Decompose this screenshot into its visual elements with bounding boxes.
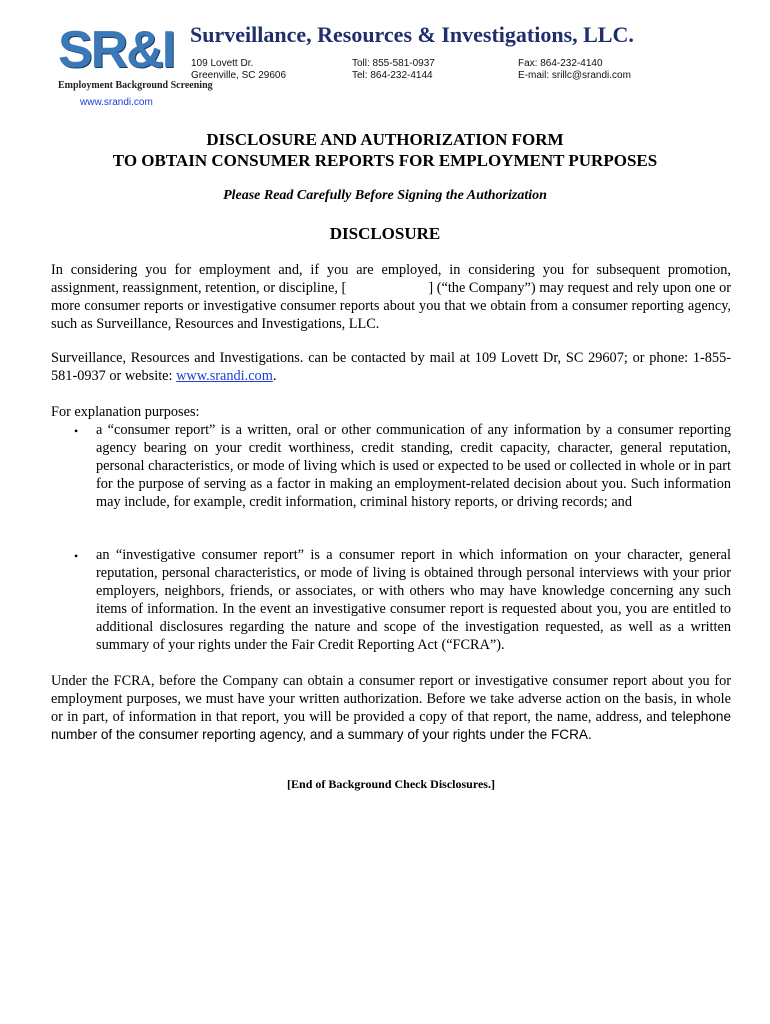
- email-address: E-mail: srillc@srandi.com: [518, 70, 631, 81]
- logo-tagline: Employment Background Screening: [58, 80, 213, 91]
- fax-email-block: [518, 58, 631, 82]
- para1-text-a: In considering you for employment and, if you are employed, in considering you for subsequent promotion, assignment, reassignment, retention, or discipline, [: [51, 262, 731, 296]
- bullet-investigative-report: an “investigative consumer report” is a consumer report in which information on your character, general reputation, personal characteristics, or mode of living is obtained through personal interviews with your prior employers, neighbors, friends, or associates, or with others who may have knowledge concerning any such items of information. In the event an investigative consumer report is requested about you, you are entitled to additional disclosures regarding the nature and scope of the investigation requested, as well as a written summary of your rights under the Fair Credit Reporting Act (“FCRA”).: [96, 547, 731, 653]
- phone-block: [352, 58, 435, 82]
- form-title-line2: TO OBTAIN CONSUMER REPORTS FOR EMPLOYMENT PURPOSES: [112, 151, 658, 170]
- tel-number: Tel: 864-232-4144: [352, 70, 433, 81]
- para2-text-a: Surveillance, Resources and Investigations. can be contacted by mail at 109 Lovett Dr, SC 29607; or phone: 1-855-581-0937 or website:: [51, 350, 731, 384]
- company-logo: [58, 21, 213, 94]
- disclosure-paragraph-2: [51, 349, 731, 385]
- toll-number: Toll: 855-581-0937: [352, 58, 435, 69]
- para4-text-b: telephone number of the consumer reporting agency, and a summary of your rights under the FCRA.: [51, 709, 731, 742]
- para1-text-b: ] (“the Company”) may request and rely upon one or more consumer reports or investigative consumer reports about you that we obtain from a consumer reporting agency, such as Surveillance, Resources and Investigations, LLC.: [51, 280, 731, 332]
- company-name: Surveillance, Resources & Investigations, LLC.: [190, 22, 634, 47]
- address-line1: 109 Lovett Dr.: [191, 58, 254, 69]
- para2-website-link[interactable]: www.srandi.com: [176, 368, 273, 384]
- explanation-intro: For explanation purposes:: [51, 404, 200, 420]
- form-title-line1: DISCLOSURE AND AUTHORIZATION FORM: [206, 130, 564, 149]
- para4-text-a: Under the FCRA, before the Company can obtain a consumer report or investigative consumer report about you for employment purposes, we must have your written authorization. Before we take adverse action on the basis, in whole or in part, of information in that report, you will be provided a copy of that report, the name, address, and: [51, 673, 731, 725]
- bullet-consumer-report: a “consumer report” is a written, oral or other communication of any information by a consumer reporting agency bearing on your credit worthiness, credit standing, credit capacity, character, general reputation, personal characteristics, or mode of living which is used or expected to be used or collected in whole or in part for the purpose of serving as a factor in making an employment-related decision about you. Such information may include, for example, credit information, criminal history reports, or driving records; and: [96, 422, 731, 510]
- para2-text-b: .: [272, 368, 277, 384]
- bullet-2-marker: •: [74, 549, 79, 563]
- disclosure-paragraph-1: [51, 261, 731, 333]
- section-heading: DISCLOSURE: [329, 224, 441, 243]
- address-line2: Greenville, SC 29606: [191, 70, 287, 81]
- logo-text: SR&I: [58, 21, 175, 79]
- fax-number: Fax: 864-232-4140: [518, 58, 603, 69]
- website-link[interactable]: www.srandi.com: [80, 97, 153, 108]
- bullet-1-marker: •: [74, 424, 79, 438]
- address-block: [191, 58, 286, 82]
- end-note: [End of Background Check Disclosures.]: [287, 777, 495, 791]
- fcra-paragraph: [51, 672, 731, 744]
- form-subtitle: Please Read Carefully Before Signing the Authorization: [223, 188, 547, 203]
